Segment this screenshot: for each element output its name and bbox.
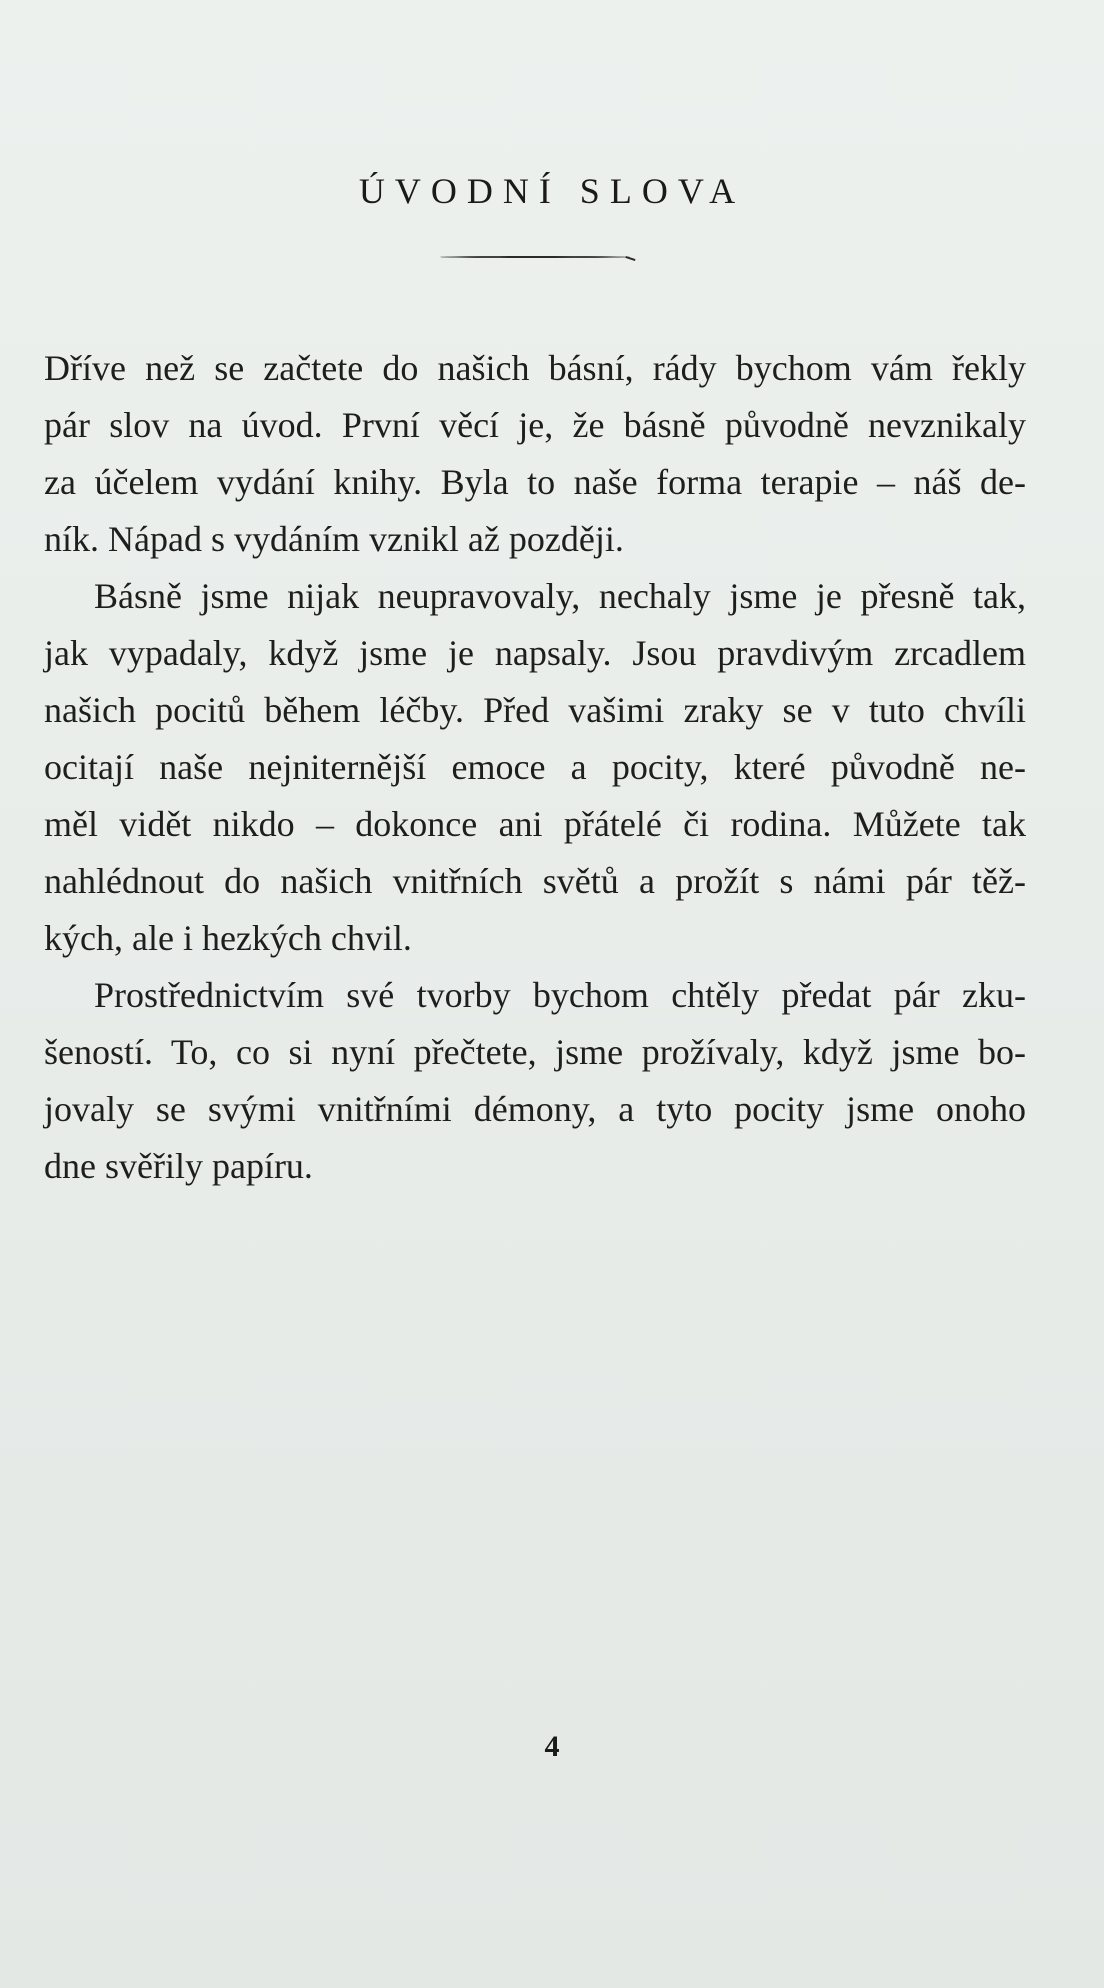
paragraph-2 — [44, 568, 1026, 967]
title-underline-ornament — [440, 256, 630, 258]
text-line: jak vypadaly, když jsme je napsaly. Jsou pravdivým zrcadlem — [44, 633, 1026, 673]
text-line: dne svěřily papíru. — [44, 1146, 313, 1186]
text-line: pár slov na úvod. První věcí je, že básně původně nevznikaly — [44, 405, 1026, 445]
page-number: 4 — [544, 1730, 560, 1763]
chapter-title: ÚVODNÍ SLOVA — [358, 171, 746, 211]
text-line: Prostřednictvím své tvorby bychom chtěly předat pár zku- — [94, 975, 1026, 1015]
text-line: nahlédnout do našich vnitřních světů a prožít s námi pár těž- — [44, 861, 1026, 901]
paragraph-1 — [44, 340, 1026, 568]
text-line: kých, ale i hezkých chvil. — [44, 918, 412, 958]
paragraph-3 — [44, 967, 1026, 1195]
text-line: našich pocitů během léčby. Před vašimi zraky se v tuto chvíli — [44, 690, 1026, 730]
text-line: Dříve než se začtete do našich básní, rády bychom vám řekly — [44, 348, 1026, 388]
text-line: jovaly se svými vnitřními démony, a tyto pocity jsme onoho — [44, 1089, 1026, 1129]
body-text — [44, 340, 1026, 1195]
text-line: za účelem vydání knihy. Byla to naše forma terapie – náš de- — [44, 462, 1026, 502]
text-line: Básně jsme nijak neupravovaly, nechaly jsme je přesně tak, — [94, 576, 1026, 616]
text-line: ník. Nápad s vydáním vznikl až později. — [44, 519, 624, 559]
text-line: měl vidět nikdo – dokonce ani přátelé či rodina. Můžete tak — [44, 804, 1026, 844]
text-line: ocitají naše nejniternější emoce a pocity, které původně ne- — [44, 747, 1026, 787]
text-line: šeností. To, co si nyní přečtete, jsme prožívaly, když jsme bo- — [44, 1032, 1026, 1072]
